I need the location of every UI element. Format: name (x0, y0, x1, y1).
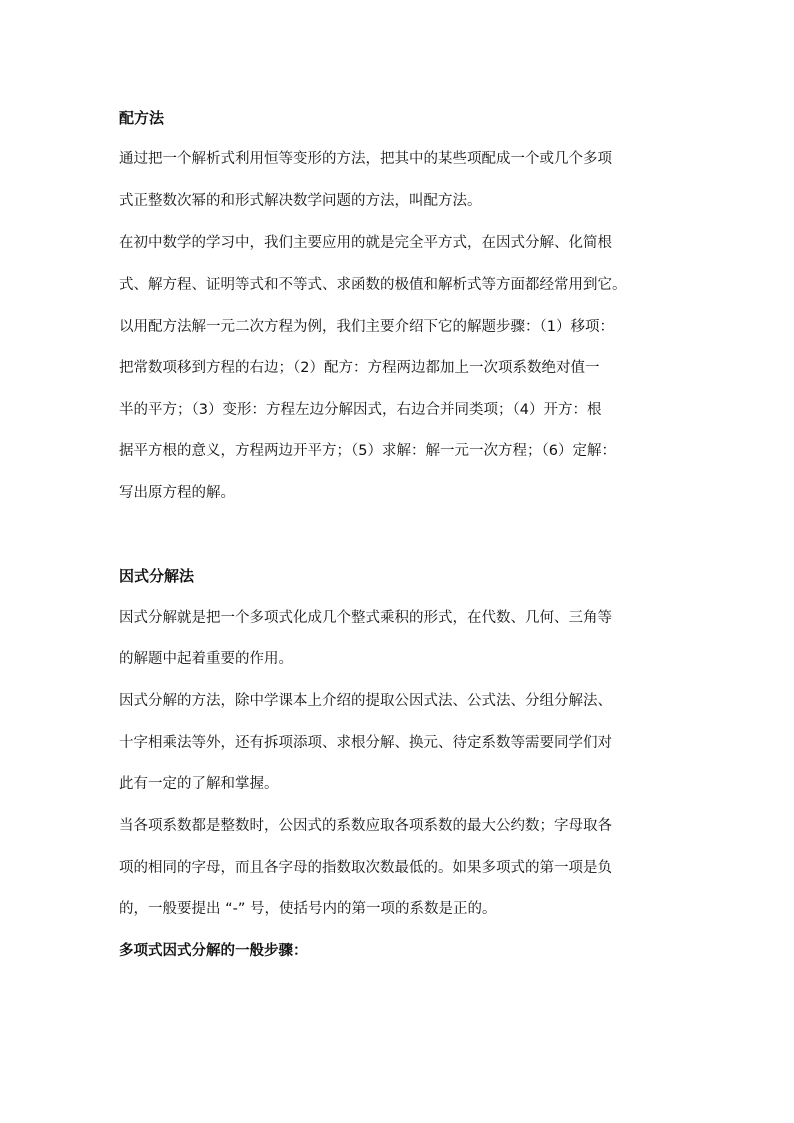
paragraph-line: 十字相乘法等外，还有拆项添项、求根分解、换元、待定系数等需要同学们对 (119, 735, 612, 751)
paragraph-line: 半的平方；（3）变形：方程左边分解因式，右边合并同类项；（4）开方：根 (119, 402, 602, 418)
paragraph-line: 因式分解的方法，除中学课本上介绍的提取公因式法、公式法、分组分解法、 (119, 693, 612, 709)
paragraph-line: 在初中数学的学习中，我们主要应用的就是完全平方式，在因式分解、化简根 (119, 235, 612, 251)
paragraph-line: 写出原方程的解。 (119, 485, 235, 501)
paragraph-line: 以用配方法解一元二次方程为例，我们主要介绍下它的解题步骤：（1）移项： (119, 319, 614, 335)
subheading-general-steps: 多项式因式分解的一般步骤： (119, 943, 308, 959)
paragraph-line: 的解题中起着重要的作用。 (119, 651, 293, 667)
paragraph-line: 据平方根的意义，方程两边开平方；（5）求解：解一元一次方程；（6）定解： (119, 443, 616, 459)
paragraph-line: 把常数项移到方程的右边；（2）配方：方程两边都加上一次项系数绝对值一 (119, 360, 600, 376)
section-heading-completing-square: 配方法 (119, 109, 165, 127)
paragraph-line: 项的相同的字母，而且各字母的指数取次数最低的。如果多项式的第一项是负 (119, 860, 612, 876)
paragraph-line: 此有一定的了解和掌握。 (119, 776, 279, 792)
paragraph-line: 通过把一个解析式利用恒等变形的方法，把其中的某些项配成一个或几个多项 (119, 151, 612, 167)
section-heading-factorization: 因式分解法 (119, 567, 195, 585)
paragraph-line: 的，一般要提出 “-” 号，使括号内的第一项的系数是正的。 (119, 901, 497, 917)
paragraph-line: 因式分解就是把一个多项式化成几个整式乘积的形式，在代数、几何、三角等 (119, 610, 612, 626)
paragraph-line: 式正整数次幂的和形式解决数学问题的方法，叫配方法。 (119, 193, 482, 209)
paragraph-line: 式、解方程、证明等式和不等式、求函数的极值和解析式等方面都经常用到它。 (119, 277, 627, 293)
paragraph-line: 当各项系数都是整数时，公因式的系数应取各项系数的最大公约数；字母取各 (119, 818, 612, 834)
